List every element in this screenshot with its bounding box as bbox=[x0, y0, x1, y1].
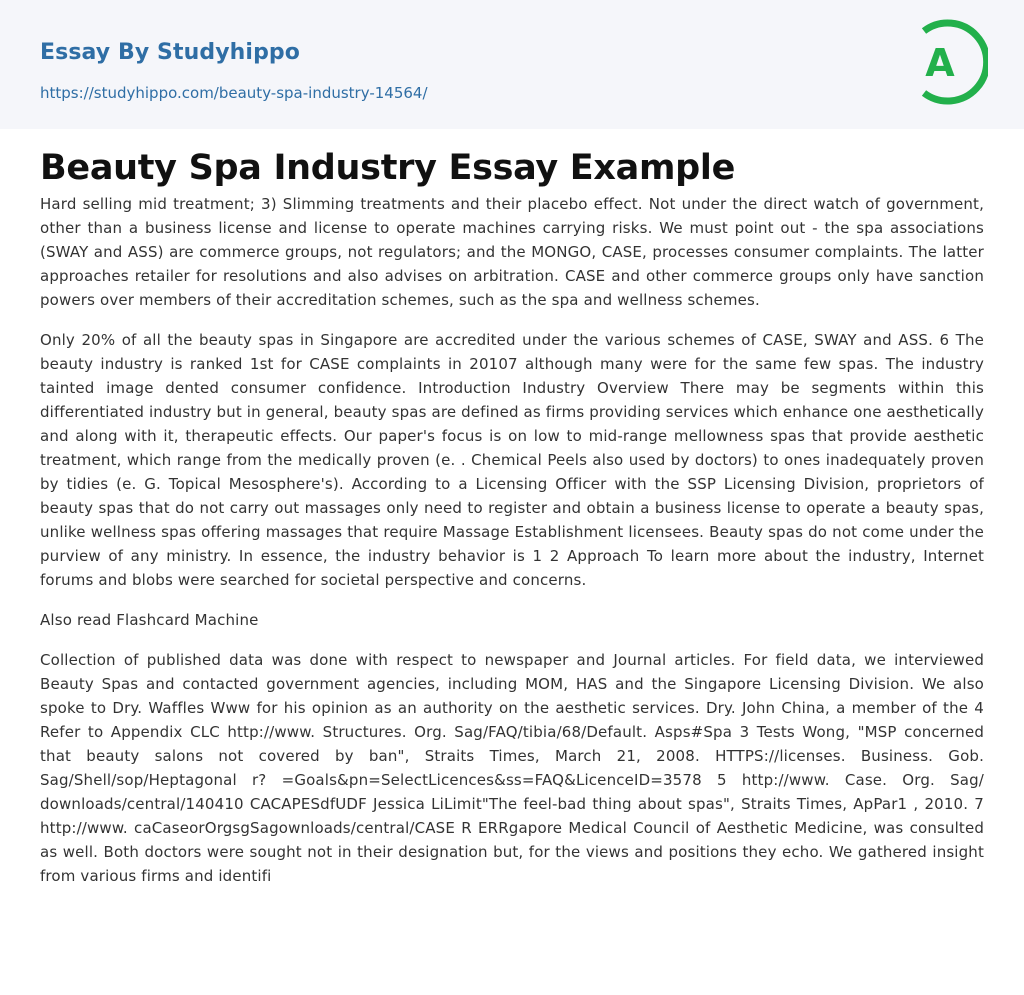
site-brand-link[interactable]: Essay By Studyhippo bbox=[40, 40, 300, 65]
logo-icon bbox=[910, 18, 988, 106]
essay-url-link[interactable]: https://studyhippo.com/beauty-spa-industry-14564/ bbox=[40, 84, 428, 102]
page-title: Beauty Spa Industry Essay Example bbox=[40, 148, 736, 188]
paragraph: Collection of published data was done with respect to newspaper and Journal articles. For field data, we interviewed Beauty Spas and contacted government agencies, including MOM, HAS and the Singapore Licensing Division. We also spoke to Dry. Waffles Www for his opinion as an authority on the aesthetic services. Dry. John China, a member of the 4 Refer to Appendix CLC http://www. Structures. Org. Sag/FAQ/tibia/68/Default. Asps#Spa 3 Tests Wong, "MSP concerned that beauty salons not covered by ban", Straits Times, March 21, 2008. HTTPS://licenses. Business. Gob. Sag/Shell/sop/Heptagonal r? =Goals&pn=SelectLicences&ss=FAQ&LicenceID=3578 5 http://www. Case. Org. Sag/ downloads/central/140410 CACAPESdfUDF Jessica LiLimit"The feel-bad thing about spas", Straits Times, ApPar1 , 2010. 7 http://www. caCaseorOrgsgSagownloads/central/CASE R ERRgapore Medical Council of Aesthetic Medicine, was consulted as well. Both doctors were sought not in their designation but, for the views and positions they echo. We gathered insight from various firms and identifi bbox=[40, 651, 984, 885]
paragraph: Hard selling mid treatment; 3) Slimming treatments and their placebo effect. Not under the direct watch of government, other than a business license and license to operate machines carrying risks. We must point out - the spa associations (SWAY and ASS) are commerce groups, not regulators; and the MONGO, CASE, processes consumer complaints. The latter approaches retailer for resolutions and also advises on arbitration. CASE and other commerce groups only have sanction powers over members of their accreditation schemes, such as the spa and wellness schemes. bbox=[40, 195, 984, 309]
logo-letter: A bbox=[925, 41, 955, 85]
studyhippo-logo[interactable] bbox=[910, 18, 988, 106]
site-header bbox=[0, 0, 1024, 129]
paragraph: Only 20% of all the beauty spas in Singapore are accredited under the various schemes of CASE, SWAY and ASS. 6 The beauty industry is ranked 1st for CASE complaints in 20107 although many were for the same few spas. The industry tainted image dented consumer confidence. Introduction Industry Overview There may be segments within this differentiated industry but in general, beauty spas are defined as firms providing services which enhance one aesthetically and along with it, therapeutic effects. Our paper's focus is on low to mid-range mellowness spas that provide aesthetic treatment, which range from the medically proven (e. . Chemical Peels also used by doctors) to ones inadequately proven by tidies (e. G. Topical Mesosphere's). According to a Licensing Officer with the SSP Licensing Division, proprietors of beauty spas that do not carry out massages only need to register and obtain a business license to operate a beauty spas, unlike wellness spas offering massages that require Massage Establishment licensees. Beauty spas do not come under the purview of any ministry. In essence, the industry behavior is 1 2 Approach To learn more about the industry, Internet forums and blobs were searched for societal perspective and concerns. bbox=[40, 331, 984, 589]
article-body bbox=[40, 192, 984, 888]
article bbox=[40, 144, 984, 904]
also-read-link[interactable]: Also read Flashcard Machine bbox=[40, 611, 259, 629]
